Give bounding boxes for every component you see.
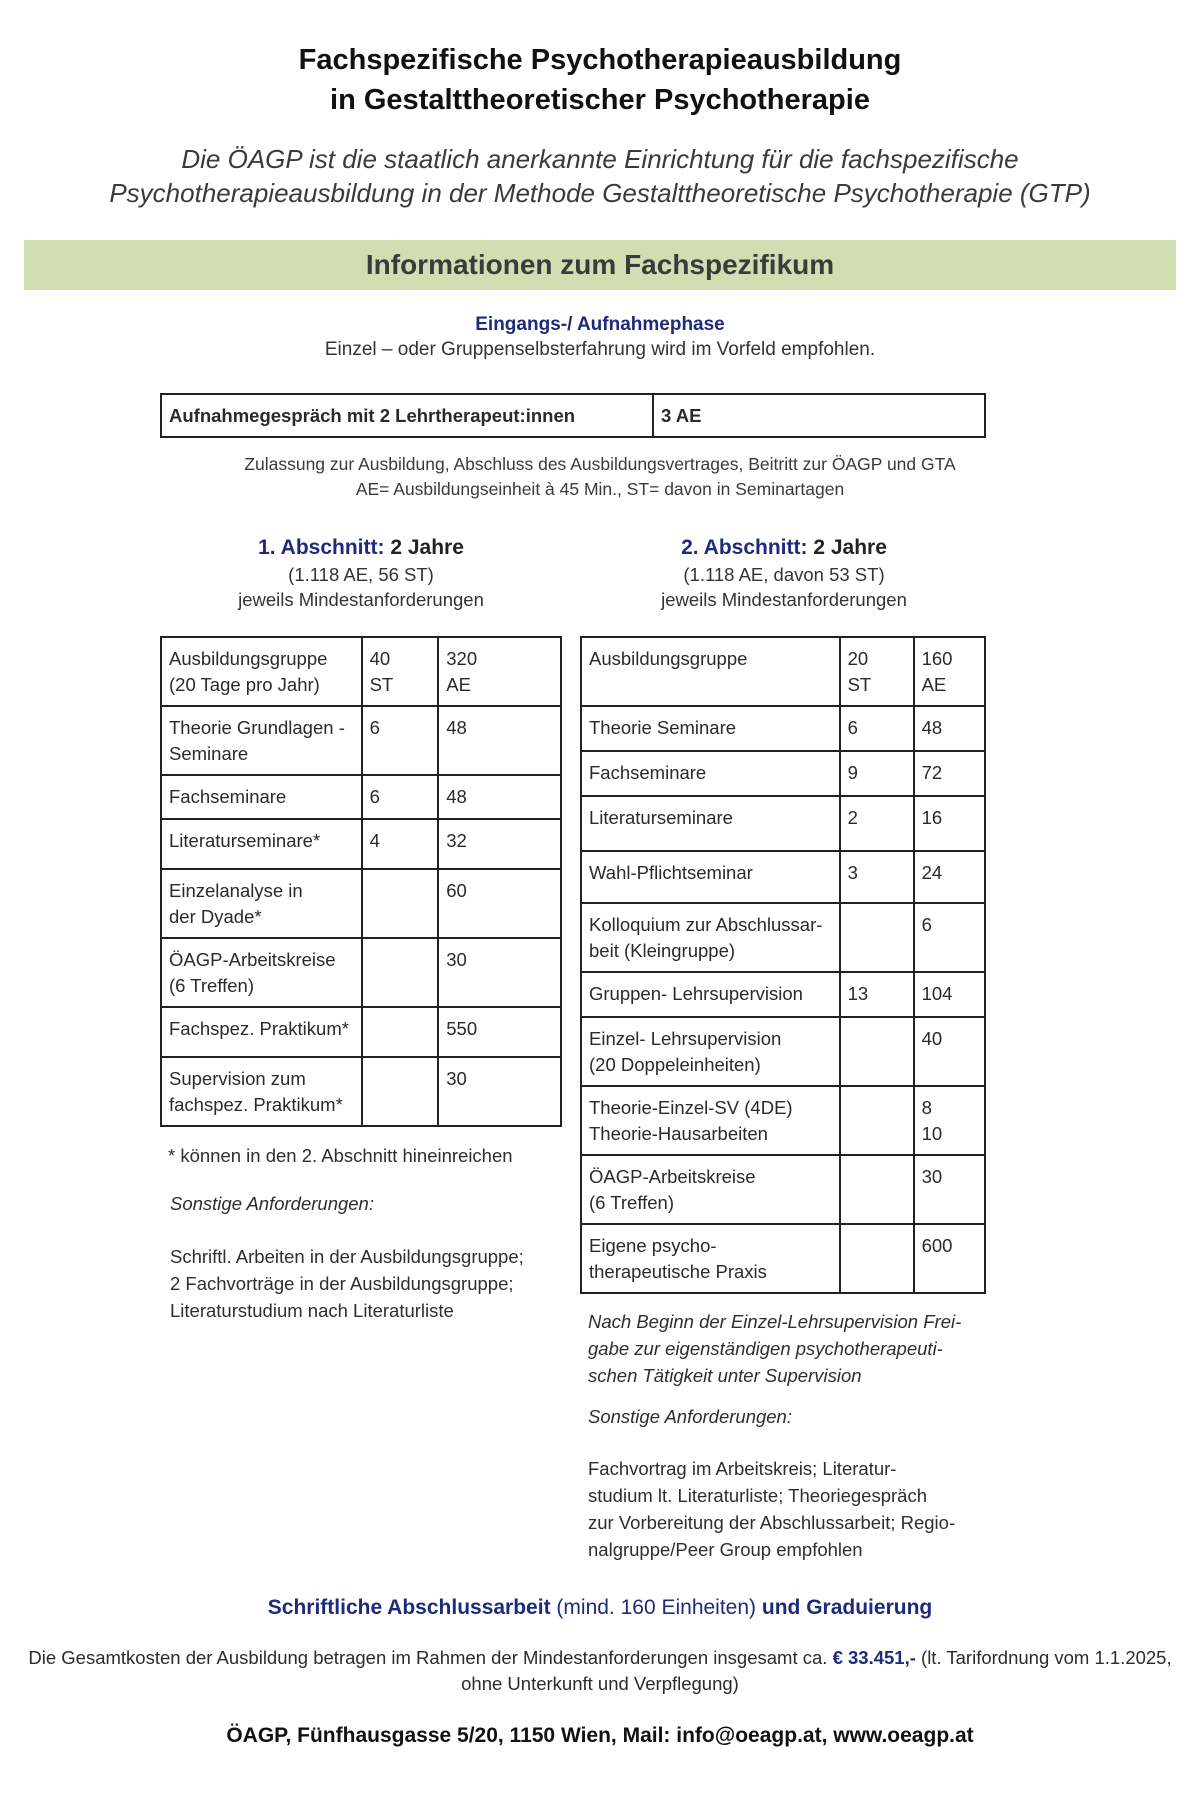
table-row [161,938,561,1007]
table-row [581,1224,985,1293]
training-units-cell: 6 [914,903,985,972]
list-item: schen Tätigkeit unter Supervision [588,1365,862,1386]
seminar-days-cell [362,1007,439,1057]
contact-footer: ÖAGP, Fünfhausgasse 5/20, 1150 Wien, Mail: info@oeagp.at, www.oeagp.at [226,1724,974,1747]
course-name-cell: Ausbildungsgruppe [581,637,840,706]
admission-value: 3 AE [653,394,985,437]
document-subtitle [0,142,1200,210]
table-row [581,903,985,972]
course-name-cell: Ausbildungsgruppe (20 Tage pro Jahr) [161,637,362,706]
seminar-days-cell: 6 [362,775,439,819]
course-name-cell: Fachseminare [581,751,840,796]
list-item: nalgruppe/Peer Group empfohlen [588,1539,863,1560]
training-units-cell: 160 AE [914,637,985,706]
section-2-note [588,1308,998,1389]
course-name-cell: Einzelanalyse in der Dyade* [161,869,362,938]
section-2-table [580,636,986,1294]
training-units-cell: 48 [438,706,561,775]
training-units-cell: 72 [914,751,985,796]
training-units-cell: 48 [438,775,561,819]
course-name-cell: Wahl-Pflichtseminar [581,851,840,903]
training-units-cell: 32 [438,819,561,869]
section-1-summary: (1.118 AE, 56 ST) [288,564,434,585]
course-name-cell: Theorie Seminare [581,706,840,751]
table-row [581,1086,985,1155]
table-row [581,1155,985,1224]
seminar-days-cell [840,1086,914,1155]
section-banner: Informationen zum Fachspezifikum [24,240,1176,290]
section-1-footnote: * können in den 2. Abschnitt hineinreichen [168,1145,513,1166]
thesis-graduation-line [0,1594,1200,1622]
list-item: gabe zur eigenständigen psychotherapeuti- [588,1338,943,1359]
section-1-other-heading: Sonstige Anforderungen: [170,1193,374,1214]
document-title [0,40,1200,120]
seminar-days-cell: 13 [840,972,914,1017]
section-1-requirement: jeweils Mindestanforderungen [238,589,484,610]
list-item: Schriftl. Arbeiten in der Ausbildungsgruppe; [170,1246,524,1267]
training-units-cell: 16 [914,796,985,851]
course-name-cell: Fachspez. Praktikum* [161,1007,362,1057]
training-units-cell: 30 [438,938,561,1007]
course-name-cell: Gruppen- Lehrsupervision [581,972,840,1017]
section-2-title: 2. Abschnitt: 2 Jahre [681,536,887,559]
table-row [581,972,985,1017]
training-units-cell: 104 [914,972,985,1017]
section-1-header [160,534,562,612]
admission-label: Aufnahmegespräch mit 2 Lehrtherapeut:innen [161,394,653,437]
subtitle-line-2: Psychotherapieausbildung in der Methode Gestalttheoretische Psychotherapie (GTP) [109,178,1091,208]
phase-title: Eingangs-/ Aufnahmephase [475,314,725,335]
course-name-cell: Literaturseminare* [161,819,362,869]
section-2-other-list [588,1455,998,1563]
list-item: zur Vorbereitung der Abschlussarbeit; Regio- [588,1512,956,1533]
seminar-days-cell [840,1017,914,1086]
title-line-2: in Gestalttheoretischer Psychotherapie [330,84,870,116]
section-1-table [160,636,562,1127]
seminar-days-cell [362,938,439,1007]
seminar-days-cell: 6 [840,706,914,751]
seminar-days-cell [840,1224,914,1293]
note-line-1: Zulassung zur Ausbildung, Abschluss des Ausbildungsvertrages, Beitritt zur ÖAGP und GTA [244,454,956,474]
table-row [581,1017,985,1086]
total-cost-text [20,1645,1180,1697]
list-item: Fachvortrag im Arbeitskreis; Literatur- [588,1458,897,1479]
list-item: 2 Fachvorträge in der Ausbildungsgruppe; [170,1273,514,1294]
training-units-cell: 30 [438,1057,561,1126]
table-row [161,1057,561,1126]
seminar-days-cell: 20 ST [840,637,914,706]
training-units-cell: 550 [438,1007,561,1057]
seminar-days-cell [840,1155,914,1224]
course-name-cell: Kolloquium zur Abschlussar- beit (Kleingruppe) [581,903,840,972]
table-row [161,637,561,706]
training-units-cell: 48 [914,706,985,751]
subtitle-line-1: Die ÖAGP ist die staatlich anerkannte Einrichtung für die fachspezifische [181,144,1019,174]
training-units-cell: 8 10 [914,1086,985,1155]
admission-note [0,452,1200,502]
seminar-days-cell: 6 [362,706,439,775]
course-name-cell: Fachseminare [161,775,362,819]
table-row [161,775,561,819]
admission-table [160,393,986,438]
section-2-summary: (1.118 AE, davon 53 ST) [683,564,885,585]
table-row [161,1007,561,1057]
list-item: Nach Beginn der Einzel-Lehrsupervision Frei- [588,1311,962,1332]
seminar-days-cell: 40 ST [362,637,439,706]
training-units-cell: 320 AE [438,637,561,706]
course-name-cell: Theorie Grundlagen - Seminare [161,706,362,775]
training-units-cell: 40 [914,1017,985,1086]
course-name-cell: Supervision zum fachspez. Praktikum* [161,1057,362,1126]
section-2-other-heading: Sonstige Anforderungen: [588,1406,792,1427]
course-name-cell: ÖAGP-Arbeitskreise (6 Treffen) [581,1155,840,1224]
table-row [161,706,561,775]
seminar-days-cell: 9 [840,751,914,796]
note-line-2: AE= Ausbildungseinheit à 45 Min., ST= davon in Seminartagen [355,479,845,499]
seminar-days-cell: 4 [362,819,439,869]
table-row [161,819,561,869]
title-line-1: Fachspezifische Psychotherapieausbildung [298,44,902,76]
table-row [581,751,985,796]
cost-text-after: (lt. Tarifordnung vom 1.1.2025, ohne Unterkunft und Verpflegung) [461,1647,1172,1694]
section-2-requirement: jeweils Mindestanforderungen [661,589,907,610]
section-1-other-list [170,1243,570,1324]
training-units-cell: 60 [438,869,561,938]
training-units-cell: 600 [914,1224,985,1293]
list-item: studium lt. Literaturliste; Theoriegespräch [588,1485,927,1506]
training-units-cell: 30 [914,1155,985,1224]
table-row [161,869,561,938]
seminar-days-cell [362,1057,439,1126]
seminar-days-cell [840,903,914,972]
training-units-cell: 24 [914,851,985,903]
seminar-days-cell [362,869,439,938]
cost-text-before: Die Gesamtkosten der Ausbildung betragen im Rahmen der Mindestanforderungen insgesamt ca. [28,1647,828,1668]
course-name-cell: Literaturseminare [581,796,840,851]
course-name-cell: Einzel- Lehrsupervision (20 Doppeleinheiten) [581,1017,840,1086]
table-row [581,706,985,751]
phase-text: Einzel – oder Gruppenselbsterfahrung wird im Vorfeld empfohlen. [324,339,876,360]
table-row [581,851,985,903]
table-row [161,394,985,437]
seminar-days-cell: 2 [840,796,914,851]
course-name-cell: ÖAGP-Arbeitskreise (6 Treffen) [161,938,362,1007]
section-2-header [582,534,986,612]
graduation-label: und Graduierung [761,1596,933,1619]
cost-amount: € 33.451,- [832,1647,916,1668]
section-1-title: 1. Abschnitt: 2 Jahre [258,536,464,559]
seminar-days-cell: 3 [840,851,914,903]
course-name-cell: Eigene psycho- therapeutische Praxis [581,1224,840,1293]
thesis-units: (mind. 160 Einheiten) [556,1596,757,1619]
table-row [581,637,985,706]
course-name-cell: Theorie-Einzel-SV (4DE) Theorie-Hausarbeiten [581,1086,840,1155]
table-row [581,796,985,851]
list-item: Literaturstudium nach Literaturliste [170,1300,454,1321]
thesis-label: Schriftliche Abschlussarbeit [267,1596,551,1619]
